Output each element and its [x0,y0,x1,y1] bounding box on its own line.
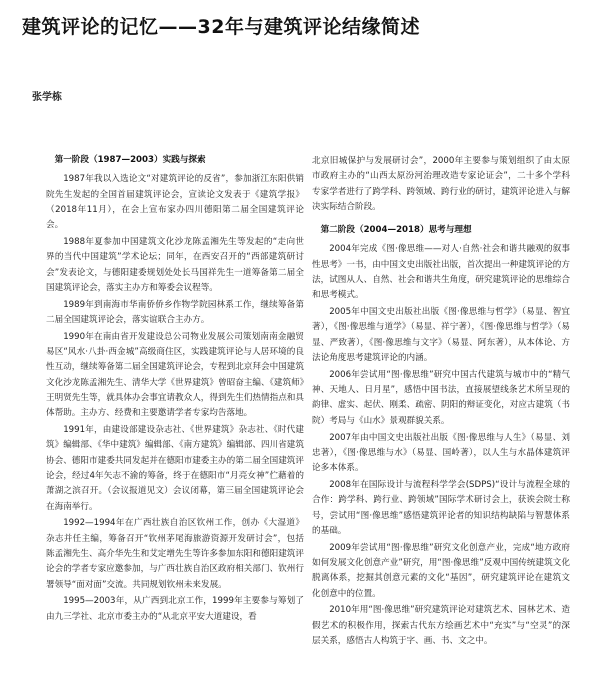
paragraph: 2007年由中国文史出版社出版《图·像思维与人生》（易显、刘忠著），《图·像思维与水》（易显、国岭著），以人生与水晶体建筑评论多本体系。 [312,432,570,474]
paragraph: 1992—1994年在广西壮族自治区钦州工作，创办《大湿道》杂志并任主编，筹备召开“钦州茅尾海旅游资源开发研讨会”，包括陈孟湘先生、高介华先生和艾定增先生等许多参加东阳和德阳建筑评论会的学者专家应邀参加，与广西壮族自治区政府相关部门、钦州行署领导“面对面”交流。共同规划钦州未来发展。 [46,518,304,590]
paragraph: 1990年在南由省开发建设总公司物业发展公司策划南南金融贸易区“风水·八卦·西金城”高级商住区，实践建筑评论与人居环境的良性互动，继续筹备第二届全国建筑评论会，专程到北京拜会中国建筑文化沙龙陈孟湘先生、清华大学《世界建筑》曾昭奋主编、《建筑师》王明贤先生等，就具体办会事宜请教众人，得到先生们热情指点和具体帮助。主办方、经费和主要邀请学者专家均告落地。 [46,331,304,419]
section-heading-2: 第二阶段（2004—2018）思考与理想 [320,225,472,236]
left-column [46,150,304,626]
paragraph: 1995—2003年，从广西到北京工作，1999年主要参与筹划了由九三学社、北京市委主办的“从北京平安大道建设，看 [46,596,304,622]
paragraph: 2008年在国际设计与流程科学学会(SDPS)“设计与流程全球的合作：跨学科、跨行业、跨领域”国际学术研讨会上，获诶会院士称号，尝试用“图·像思维”感悟建筑评论者的知识结构缺陷与智慧体系的基础。 [312,479,570,536]
paragraph: 1989年到南海市华南侨侨乡作物学院园林系工作，继续筹备第二届全国建筑评论会，落实谊联合主办方。 [46,299,304,325]
paragraph: 1991年，由建设部建设杂志社、《世界建筑》杂志社、《时代建筑》编辑部、《华中建筑》编辑部、《南方建筑》编辑部、四川省建筑协会、德阳市建委共同发起并在德阳市建委主办的第二届全国建筑评论会，经过4年矢志不渝的筹备，终于在德阳市“月亮女神”伫藉着的萧湖之滨召开。（会议报道见文）会议闭幕，第三届全国建筑评论会在海南举行。 [46,425,304,512]
article-title: 建筑评论的记忆——32年与建筑评论结缘简述 [22,16,420,38]
section-heading-1: 第一阶段（1987—2003）实践与探索 [54,155,206,165]
paragraph: 2005年中国文史出版社出版《图·像思维与哲学》（易显、智宜著），《图·像思维与道学》（易显、祥宁著），《图·像思维与哲学》（易显、严致著），《图·像思维与文字》（易显、阿东著），从本体论、方法论角度思考建筑评论的内涵。 [312,307,570,364]
right-column [312,154,570,651]
paragraph-continued: 北京旧城保护与发展研讨会”，2000年主要参与策划组织了由太原市政府主办的“山西太原汾河治理改造专家论证会”，二十多个学科专家学者进行了跨学科、跨领域、跨行业的研讨，建筑评论进入与解决实际结合阶段。 [312,156,570,212]
paragraph: 2010年用“图·像思维”研究建筑评论对建筑艺术、园林艺术、造假艺术的积极作用，探索古代东方绘画艺术中“充实”与“空灵”的深层关系，感悟古人构筑于字、画、书、文之中。 [312,605,570,646]
paragraph: 2006年尝试用“图·像思维”研究中国古代建筑与城市中的“精气神、天地人、日月星”，感悟中国书法，直接展望线条艺术所呈现的韵律、虚实、起伏、刚柔、疏密、阴阳的辩证变化，对应古建筑（书院）考局与《山水》景观群貌关系。 [312,369,570,426]
author-name: 张学栋 [32,92,62,103]
paragraph: 1988年夏参加中国建筑文化沙龙陈孟湘先生等发起的“走向世界的当代中国建筑”学术论坛；同年，在西安召开的“西部建筑研讨会”发表论文，与德阳建委规划处处长马国祥先生一道筹备第二届全国建筑评论会，落实主办方和筹委会议程等。 [46,236,304,293]
paragraph: 1987年我以入选论文“对建筑评论的反省”，参加浙江东阳供销院先生发起的全国首届建筑评论会，宣读论文发表于《建筑学报》（2018年11月），在会上宣布家办四川德阳第二届全国建筑评论会。 [46,174,304,231]
paragraph: 2009年尝试用“图·像思维”研究文化创意产业，完成“地方政府如何发展文化创意产业”研究，用“图·像思维”反观中国传统建筑文化脱离体系，挖掘其创意元素的文化“基因”，研究建筑评论在建筑文化创意中的位置。 [312,542,570,599]
paragraph: 2004年完成《图·像思维——对人·自然·社会和谐共融观的叙事性思考》一书，由中国文史出版社出版，首次提出一种建筑评论的方法，试图从人、自然、社会和谐共生角度，研究建筑评论的思维综合和思考模式。 [312,244,570,301]
